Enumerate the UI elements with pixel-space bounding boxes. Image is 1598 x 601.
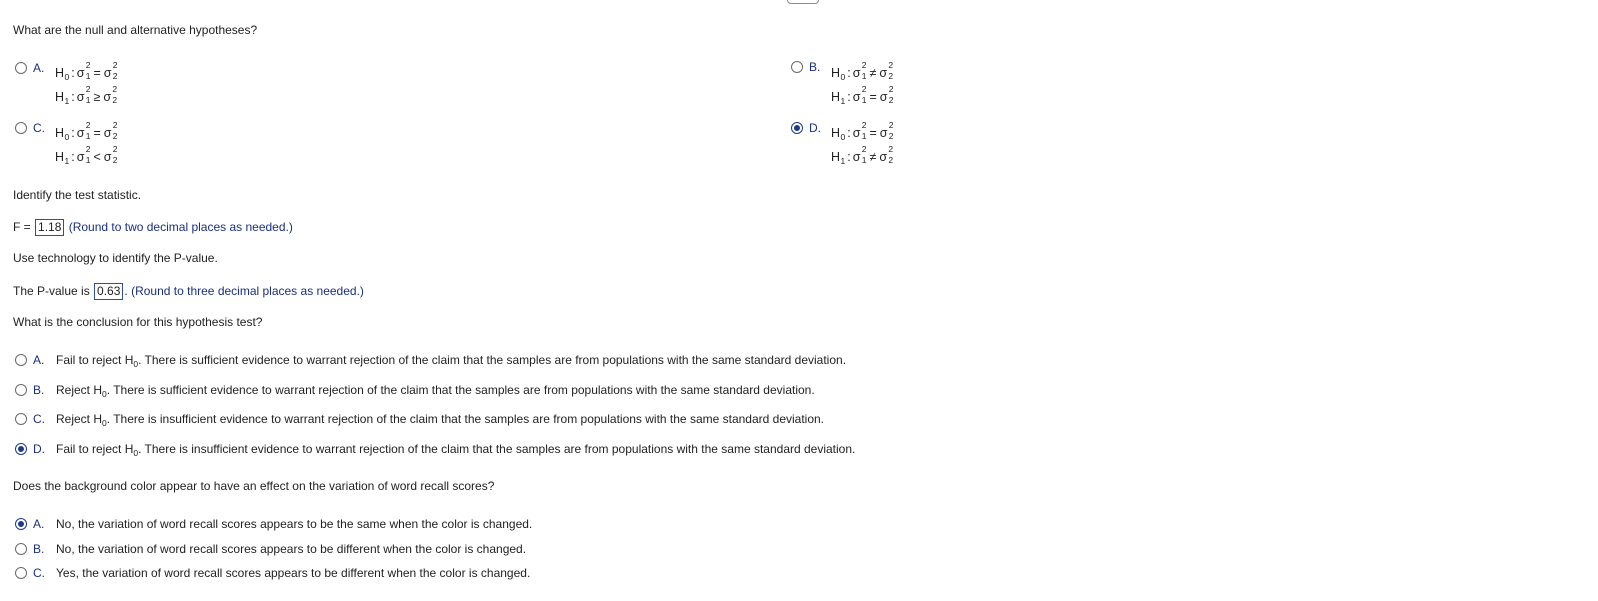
option-letter: A. bbox=[33, 353, 45, 367]
option-letter: A. bbox=[33, 517, 45, 531]
radio-button[interactable] bbox=[15, 354, 27, 366]
null-hypothesis: $H_0$ : σ 2 1 ≠ σ 2 2 bbox=[831, 60, 894, 82]
radio-button[interactable] bbox=[15, 543, 27, 555]
option-letter: C. bbox=[33, 412, 45, 426]
radio-button-selected[interactable] bbox=[15, 443, 27, 455]
option-text: Yes, the variation of word recall scores appears to be different when the color is changed. bbox=[56, 566, 531, 580]
option-text: No, the variation of word recall scores appears to be different when the color is changed. bbox=[56, 542, 527, 556]
option-letter: B. bbox=[33, 542, 45, 556]
radio-button[interactable] bbox=[15, 62, 27, 74]
pvalue-label: The P-value is bbox=[13, 284, 90, 298]
radio-button[interactable] bbox=[791, 61, 803, 73]
hypotheses-prompt: What are the null and alternative hypotheses? bbox=[13, 23, 258, 37]
alternative-hypothesis: $H_1$ : σ 2 1 ≠ σ 2 2 bbox=[831, 144, 894, 166]
option-letter: C. bbox=[33, 121, 45, 135]
radio-button[interactable] bbox=[15, 122, 27, 134]
effect-prompt: Does the background color appear to have an effect on the variation of word recall scores? bbox=[13, 479, 495, 493]
option-letter: D. bbox=[809, 121, 821, 135]
top-tab-handle[interactable] bbox=[787, 0, 819, 4]
null-hypothesis: $H_0$ : σ 2 1 = σ 2 2 bbox=[55, 120, 118, 142]
option-text: Fail to reject $H_0$. There is insufficient evidence to warrant rejection of the claim that the samples are from populations with the same standard deviation. bbox=[56, 442, 856, 458]
null-hypothesis: $H_0$ : σ 2 1 = σ 2 2 bbox=[831, 120, 894, 142]
rounding-hint: (Round to three decimal places as needed.) bbox=[131, 284, 364, 298]
test-statistic-row bbox=[13, 219, 293, 236]
pvalue-prompt: Use technology to identify the P-value. bbox=[13, 251, 218, 265]
pvalue-row bbox=[13, 283, 364, 300]
option-text: Fail to reject $H_0$. There is sufficient evidence to warrant rejection of the claim that the samples are from populations with the same standard deviation. bbox=[56, 353, 847, 369]
radio-button-selected[interactable] bbox=[791, 122, 803, 134]
test-statistic-prompt: Identify the test statistic. bbox=[13, 188, 142, 202]
option-text: No, the variation of word recall scores appears to be the same when the color is changed. bbox=[56, 517, 533, 531]
f-answer-box[interactable]: 1.18 bbox=[35, 219, 64, 236]
option-letter: B. bbox=[33, 383, 45, 397]
null-hypothesis: $H_0$ : σ 2 1 = σ 2 2 bbox=[55, 60, 118, 82]
alternative-hypothesis: $H_1$ : σ 2 1 < σ 2 2 bbox=[55, 144, 118, 166]
rounding-hint: (Round to two decimal places as needed.) bbox=[68, 220, 293, 234]
conclusion-prompt: What is the conclusion for this hypothesis test? bbox=[13, 315, 263, 329]
option-letter: A. bbox=[33, 61, 45, 75]
radio-button[interactable] bbox=[15, 567, 27, 579]
f-label: F = bbox=[13, 220, 31, 234]
alternative-hypothesis: $H_1$ : σ 2 1 ≥ σ 2 2 bbox=[55, 84, 118, 106]
option-text: Reject $H_0$. There is insufficient evidence to warrant rejection of the claim that the samples are from populations with the same standard deviation. bbox=[56, 412, 825, 428]
option-letter: C. bbox=[33, 566, 45, 580]
alternative-hypothesis: $H_1$ : σ 2 1 = σ 2 2 bbox=[831, 84, 894, 106]
radio-button[interactable] bbox=[15, 384, 27, 396]
option-letter: D. bbox=[33, 442, 45, 456]
pvalue-answer-box[interactable]: 0.63 bbox=[94, 283, 123, 300]
radio-button[interactable] bbox=[15, 413, 27, 425]
radio-button-selected[interactable] bbox=[15, 518, 27, 530]
option-text: Reject $H_0$. There is sufficient evidence to warrant rejection of the claim that the samples are from populations with the same standard deviation. bbox=[56, 383, 815, 399]
pvalue-period: . bbox=[124, 284, 128, 298]
option-letter: B. bbox=[809, 60, 821, 74]
